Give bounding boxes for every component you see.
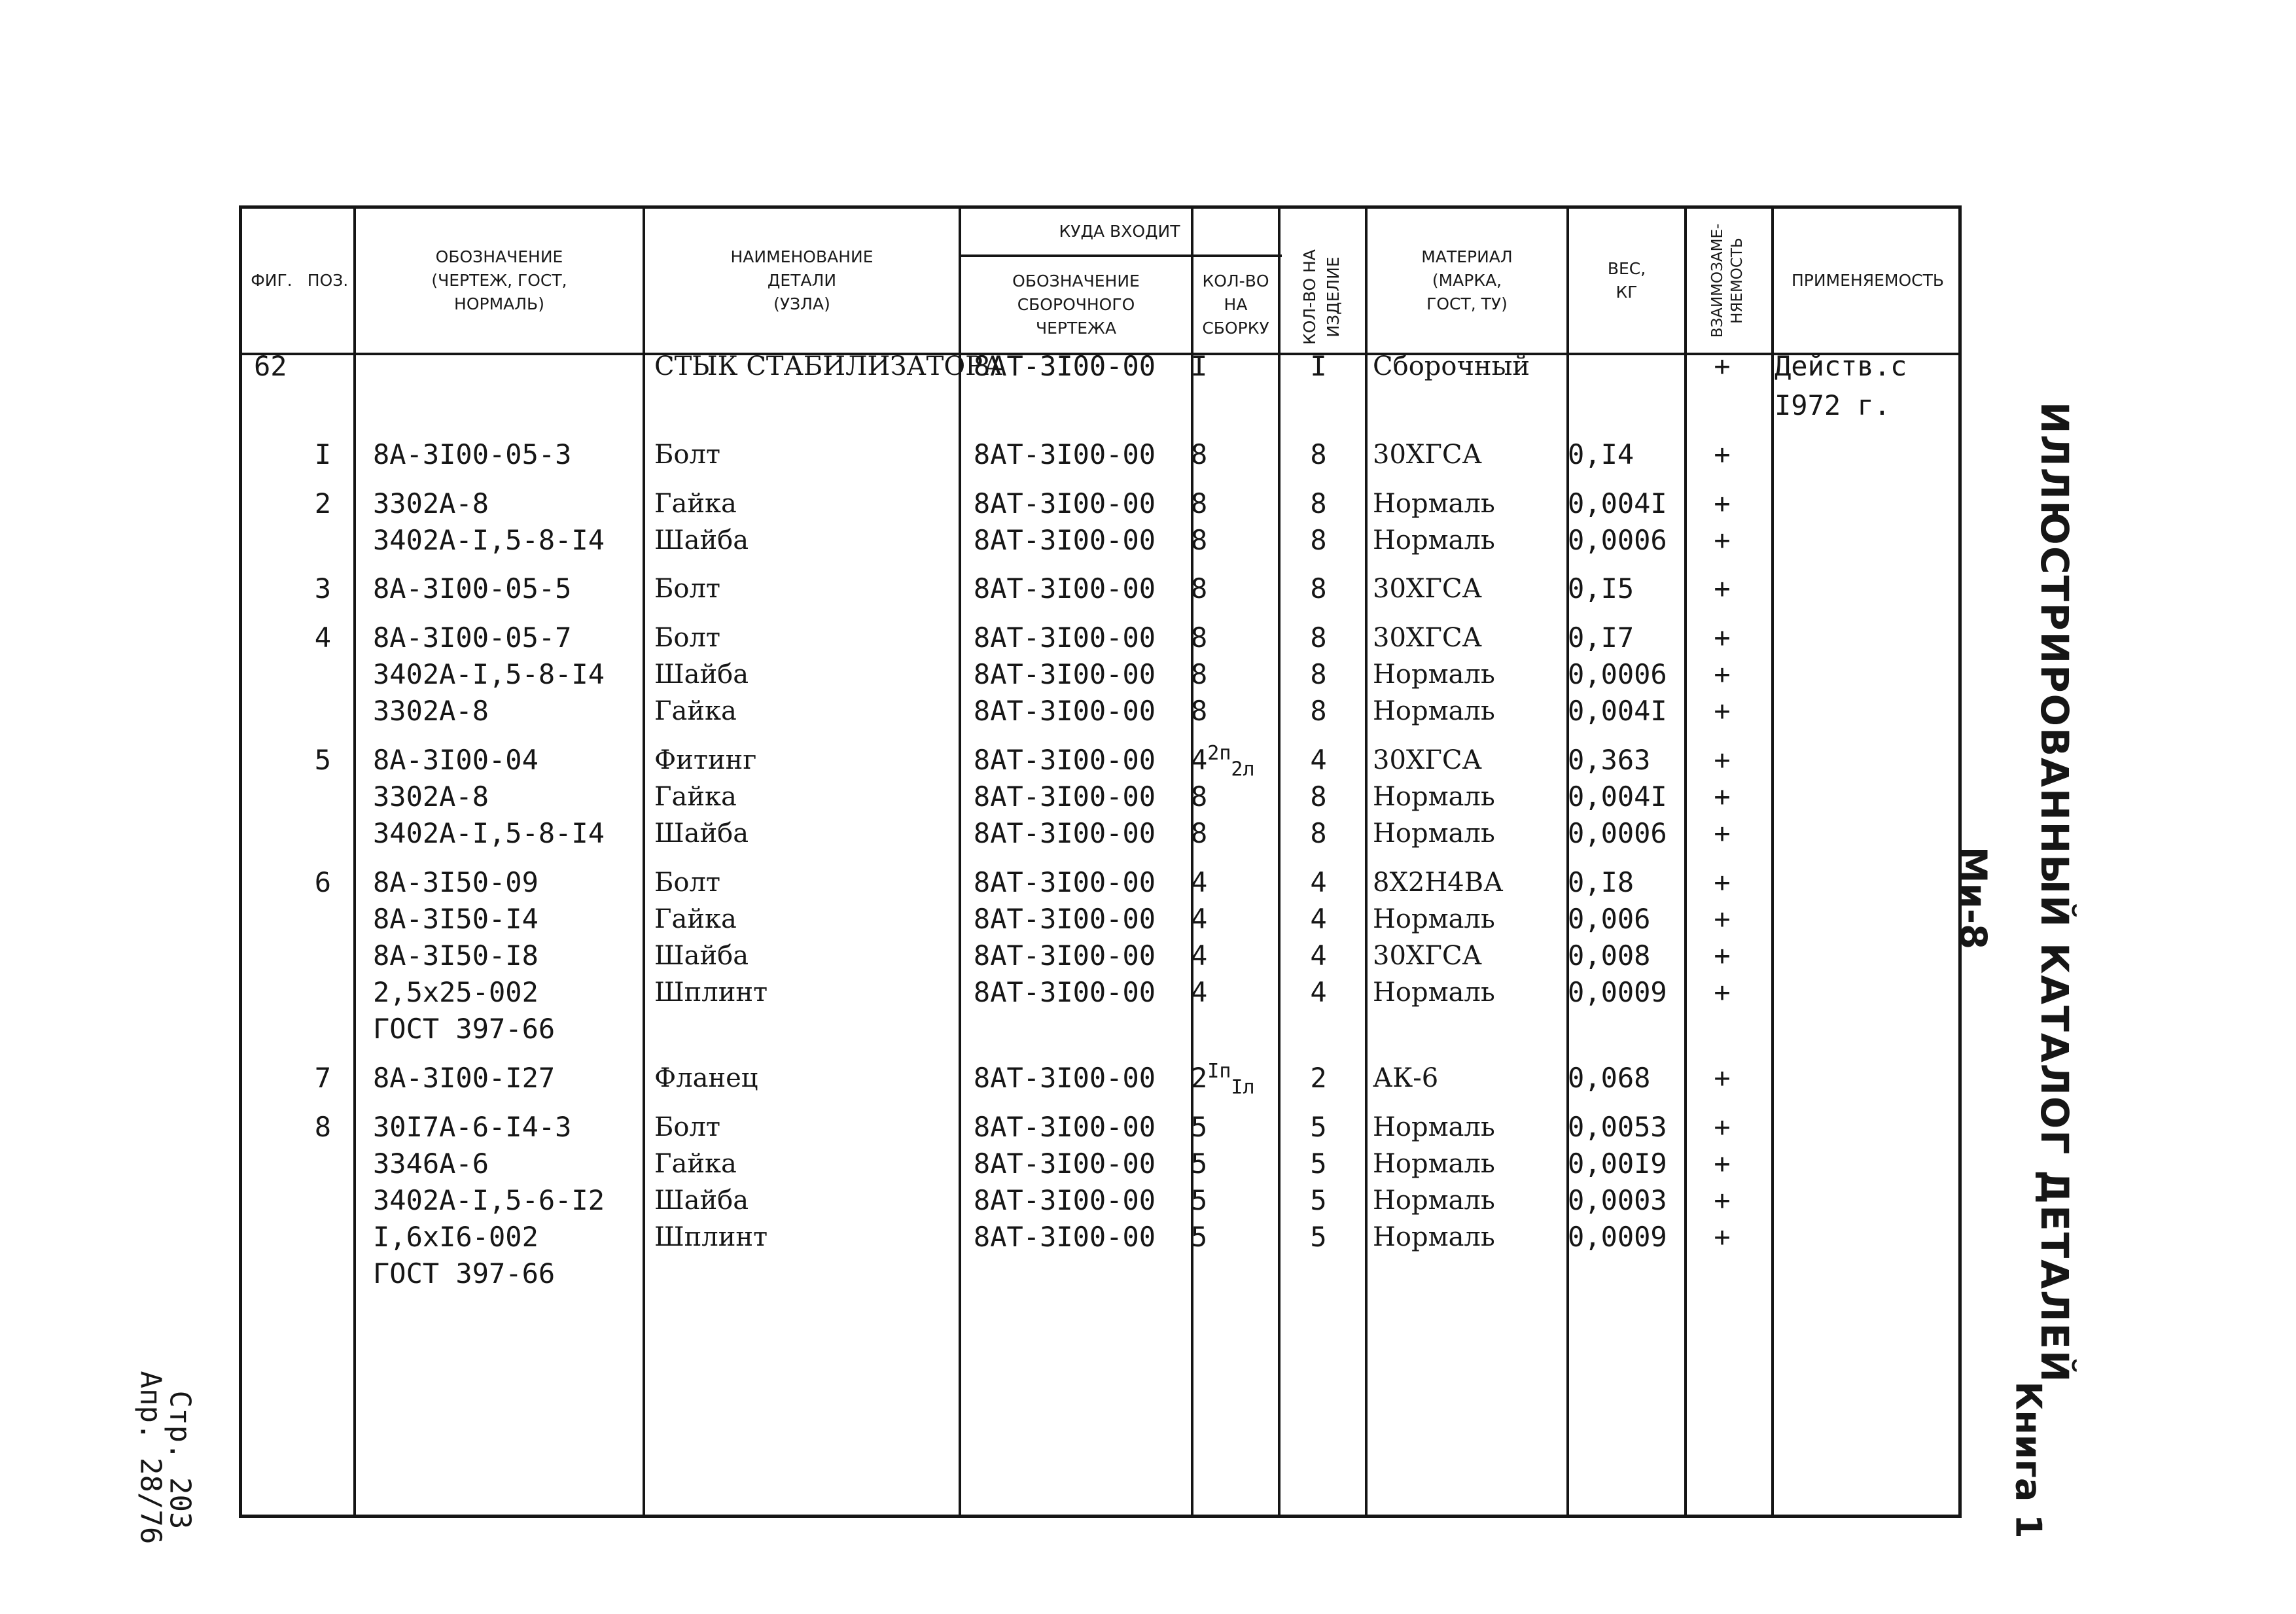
cell-des: I,6хI6-002 <box>373 1221 539 1253</box>
cell-des: 3402А-I,5-6-I2 <box>373 1184 605 1216</box>
cell-name: Шайба <box>654 941 749 971</box>
cell-x: + <box>1714 438 1731 470</box>
cell-des: 30I7А-6-I4-3 <box>373 1111 572 1143</box>
cell-qp: 8 <box>1310 817 1327 849</box>
qty-right-superscript: 2п <box>1207 742 1231 765</box>
cell-mat: Нормаль <box>1373 1222 1495 1252</box>
cell-qp: 4 <box>1310 976 1327 1008</box>
cell-qp: 8 <box>1310 658 1327 690</box>
cell-x: + <box>1714 781 1731 813</box>
cell-name: Болт <box>654 1112 721 1142</box>
cell-x: + <box>1714 622 1731 654</box>
cell-qp: 8 <box>1310 487 1327 519</box>
cell-w: 0,004I <box>1568 781 1667 813</box>
cell-qp: 8 <box>1310 524 1327 556</box>
cell-x: + <box>1714 572 1731 605</box>
cell-qa: 8 <box>1191 622 1208 654</box>
cell-des: 3346А-6 <box>373 1148 489 1180</box>
cell-mat: Нормаль <box>1373 1149 1495 1179</box>
model-title: Ми-8 <box>1951 846 1994 950</box>
header-pos: ПОЗ. <box>307 271 349 290</box>
cell-mat: Нормаль <box>1373 782 1495 812</box>
cell-qa: 8 <box>1191 658 1208 690</box>
cell-asm: 8АТ-3I00-00 <box>973 695 1156 727</box>
cell-name: Гайка <box>654 696 737 726</box>
cell-des: 8А-3I00-04 <box>373 744 539 776</box>
cell-x: + <box>1714 1184 1731 1216</box>
cell-w: 0,0006 <box>1568 658 1667 690</box>
cell-des: 8А-3I00-05-3 <box>373 438 572 470</box>
cell-mat: 30ХГСА <box>1373 623 1482 653</box>
cell-mat: Нормаль <box>1373 1112 1495 1142</box>
revision-date: Апр. 28/76 <box>133 1371 168 1545</box>
cell-qa: 5 <box>1191 1184 1208 1216</box>
cell-asm: 8АТ-3I00-00 <box>973 817 1156 849</box>
cell-name: Фланец <box>654 1063 758 1093</box>
cell-asm: 8АТ-3I00-00 <box>973 1111 1156 1143</box>
cell-asm: 8АТ-3I00-00 <box>973 976 1156 1008</box>
header-assembly-drawing: ОБОЗНАЧЕНИЕ СБОРОЧНОГО ЧЕРТЕЖА <box>1012 272 1140 338</box>
cell-asm: 8АТ-3I00-00 <box>973 1062 1156 1094</box>
cell-des: 3402А-I,5-8-I4 <box>373 524 605 556</box>
cell-des: 8А-3I00-I27 <box>373 1062 556 1094</box>
cell-asm: 8АТ-3I00-00 <box>973 487 1156 519</box>
cell-x: + <box>1714 1148 1731 1180</box>
header-material: МАТЕРИАЛ (МАРКА, ГОСТ, ТУ) <box>1421 247 1513 313</box>
cell-name: Болт <box>654 440 721 470</box>
cell-mat: Нормаль <box>1373 489 1495 519</box>
cell-qp: 8 <box>1310 438 1327 470</box>
cell-mat: Нормаль <box>1373 659 1495 690</box>
cell-mat: Нормаль <box>1373 818 1495 849</box>
cell-qa: 5 <box>1191 1221 1208 1253</box>
cell-mat: Сборочный <box>1373 351 1530 381</box>
cell-mat: 30ХГСА <box>1373 574 1482 604</box>
cell-mat: Нормаль <box>1373 977 1495 1008</box>
cell-w: 0,363 <box>1568 744 1651 776</box>
cell-x: + <box>1714 350 1731 382</box>
figure-number: 62 <box>254 350 287 382</box>
cell-asm: 8АТ-3I00-00 <box>973 781 1156 813</box>
cell-asm: 8АТ-3I00-00 <box>973 1184 1156 1216</box>
cell-pos: I <box>314 438 331 470</box>
cell-w: 0,I4 <box>1568 438 1634 470</box>
cell-w: 0,0003 <box>1568 1184 1667 1216</box>
cell-des: ГОСТ 397-66 <box>373 1257 556 1289</box>
cell-name: Гайка <box>654 904 737 934</box>
cell-des: 8А-3I00-05-7 <box>373 622 572 654</box>
cell-qa: 4 <box>1191 939 1208 972</box>
cell-name: Гайка <box>654 782 737 812</box>
cell-mat: 30ХГСА <box>1373 941 1482 971</box>
cell-w: 0,0009 <box>1568 976 1667 1008</box>
cell-name: Болт <box>654 623 721 653</box>
cell-w: 0,I7 <box>1568 622 1634 654</box>
cell-x: + <box>1714 817 1731 849</box>
cell-qp: 8 <box>1310 622 1327 654</box>
page-number: Стр. 203 <box>163 1390 197 1530</box>
cell-des: 3302А-8 <box>373 781 489 813</box>
cell-x: + <box>1714 866 1731 898</box>
cell-w: 0,I8 <box>1568 866 1634 898</box>
header-weight: ВЕС, КГ <box>1607 259 1646 302</box>
cell-qp: 2 <box>1310 1062 1327 1094</box>
cell-des: 2,5х25-002 <box>373 976 539 1008</box>
cell-w: 0,0053 <box>1568 1111 1667 1143</box>
cell-pos: 3 <box>314 572 331 605</box>
cell-qp: 4 <box>1310 866 1327 898</box>
cell-w: 0,0009 <box>1568 1221 1667 1253</box>
cell-name: Гайка <box>654 489 737 519</box>
book-label: Книга 1 <box>2007 1381 2049 1539</box>
cell-name: СТЫК СТАБИЛИЗАТОРА <box>654 351 1003 381</box>
cell-w: 0,004I <box>1568 487 1667 519</box>
cell-qa: 8 <box>1191 817 1208 849</box>
cell-x: + <box>1714 1221 1731 1253</box>
cell-w: 0,0006 <box>1568 817 1667 849</box>
cell-asm: 8АТ-3I00-00 <box>973 572 1156 605</box>
cell-name: Гайка <box>654 1149 737 1179</box>
cell-name: Шайба <box>654 818 749 849</box>
cell-qa: 5 <box>1191 1111 1208 1143</box>
cell-w: 0,I5 <box>1568 572 1634 605</box>
column-rule <box>353 209 356 1515</box>
cell-mat: 30ХГСА <box>1373 440 1482 470</box>
cell-asm: 8АТ-3I00-00 <box>973 658 1156 690</box>
cell-w: 0,00I9 <box>1568 1148 1667 1180</box>
cell-asm: 8АТ-3I00-00 <box>973 744 1156 776</box>
qty-left-subscript: 2л <box>1231 758 1255 781</box>
column-rule <box>1566 209 1569 1515</box>
header-where-used: КУДА ВХОДИТ <box>1059 222 1180 241</box>
cell-name: Шплинт <box>654 1222 768 1252</box>
cell-qa: 8 <box>1191 572 1208 605</box>
cell-asm: 8АТ-3I00-00 <box>973 524 1156 556</box>
header-fig: ФИГ. <box>251 271 292 290</box>
cell-asm: 8АТ-3I00-00 <box>973 939 1156 972</box>
cell-pos: 7 <box>314 1062 331 1094</box>
header-interchange: ВЗАИМОЗАМЕ- НЯЕМОСТЬ <box>1709 223 1746 338</box>
cell-asm: 8АТ-3I00-00 <box>973 1148 1156 1180</box>
cell-mat: Нормаль <box>1373 904 1495 934</box>
cell-mat: 30ХГСА <box>1373 745 1482 775</box>
cell-pos: 4 <box>314 622 331 654</box>
cell-qa: 8 <box>1191 524 1208 556</box>
cell-qa: 4 <box>1191 976 1208 1008</box>
cell-x: + <box>1714 1111 1731 1143</box>
cell-mat: Нормаль <box>1373 696 1495 726</box>
cell-x: + <box>1714 744 1731 776</box>
cell-qp: 5 <box>1310 1111 1327 1143</box>
cell-app: Действ.с <box>1775 350 1907 382</box>
cell-name: Болт <box>654 574 721 604</box>
qty-right-superscript: Iп <box>1207 1060 1231 1083</box>
cell-w: 0,068 <box>1568 1062 1651 1094</box>
cell-qp: 4 <box>1310 903 1327 935</box>
cell-name: Шплинт <box>654 977 768 1008</box>
cell-des: ГОСТ 397-66 <box>373 1013 556 1045</box>
column-rule <box>1278 209 1280 1515</box>
cell-des: 3302А-8 <box>373 695 489 727</box>
cell-mat: Нормаль <box>1373 525 1495 555</box>
cell-app: I972 г. <box>1775 389 1891 421</box>
column-rule <box>1771 209 1774 1515</box>
qty-left-subscript: Iл <box>1231 1076 1255 1099</box>
cell-qa: $4^{2п}_{2л}$ <box>1191 742 1255 781</box>
cell-w: 0,0006 <box>1568 524 1667 556</box>
cell-qp: 5 <box>1310 1221 1327 1253</box>
cell-des: 3402А-I,5-8-I4 <box>373 658 605 690</box>
cell-x: + <box>1714 524 1731 556</box>
cell-asm: 8АТ-3I00-00 <box>973 350 1156 382</box>
cell-qp: 5 <box>1310 1184 1327 1216</box>
cell-x: + <box>1714 658 1731 690</box>
cell-w: 0,008 <box>1568 939 1651 972</box>
cell-name: Шайба <box>654 525 749 555</box>
cell-w: 0,004I <box>1568 695 1667 727</box>
cell-x: + <box>1714 903 1731 935</box>
cell-w: 0,006 <box>1568 903 1651 935</box>
column-rule <box>959 209 961 1515</box>
column-rule <box>1191 209 1193 1515</box>
cell-pos: 6 <box>314 866 331 898</box>
cell-qa: 8 <box>1191 695 1208 727</box>
cell-asm: 8АТ-3I00-00 <box>973 866 1156 898</box>
cell-x: + <box>1714 487 1731 519</box>
cell-des: 8А-3I50-09 <box>373 866 539 898</box>
cell-x: + <box>1714 976 1731 1008</box>
cell-qa: I <box>1191 350 1208 382</box>
cell-qa: 4 <box>1191 903 1208 935</box>
cell-qp: 4 <box>1310 939 1327 972</box>
cell-asm: 8АТ-3I00-00 <box>973 1221 1156 1253</box>
header-qty-product: КОЛ-ВО НА ИЗДЕЛИЕ <box>1300 249 1343 345</box>
cell-des: 8А-3I50-I8 <box>373 939 539 972</box>
cell-qa: 4 <box>1191 866 1208 898</box>
column-rule <box>643 209 645 1515</box>
cell-x: + <box>1714 1062 1731 1094</box>
cell-pos: 2 <box>314 487 331 519</box>
cell-qp: 4 <box>1310 744 1327 776</box>
column-rule <box>1684 209 1687 1515</box>
cell-qa: 8 <box>1191 487 1208 519</box>
cell-des: 3302А-8 <box>373 487 489 519</box>
cell-mat: Нормаль <box>1373 1185 1495 1216</box>
cell-qa: 8 <box>1191 438 1208 470</box>
cell-mat: АК-6 <box>1373 1063 1439 1093</box>
parts-catalog-table <box>239 205 1962 1518</box>
cell-name: Фитинг <box>654 745 757 775</box>
cell-x: + <box>1714 695 1731 727</box>
cell-qa: 5 <box>1191 1148 1208 1180</box>
cell-asm: 8АТ-3I00-00 <box>973 622 1156 654</box>
cell-name: Болт <box>654 868 721 898</box>
cell-qp: 5 <box>1310 1148 1327 1180</box>
cell-qa: 8 <box>1191 781 1208 813</box>
cell-name: Шайба <box>654 1185 749 1216</box>
header-qty-assembly: КОЛ-ВО НА СБОРКУ <box>1202 272 1269 338</box>
header-name: НАИМЕНОВАНИЕ ДЕТАЛИ (УЗЛА) <box>730 247 874 313</box>
catalog-title: ИЛЛЮСТРИРОВАННЫЙ КАТАЛОГ ДЕТАЛЕЙ <box>2032 402 2077 1384</box>
header-designation: ОБОЗНАЧЕНИЕ (ЧЕРТЕЖ, ГОСТ, НОРМАЛЬ) <box>431 247 567 313</box>
header-applicability: ПРИМЕНЯЕМОСТЬ <box>1791 271 1945 290</box>
cell-des: 3402А-I,5-8-I4 <box>373 817 605 849</box>
cell-asm: 8АТ-3I00-00 <box>973 903 1156 935</box>
cell-x: + <box>1714 939 1731 972</box>
cell-qp: 8 <box>1310 695 1327 727</box>
cell-pos: 8 <box>314 1111 331 1143</box>
cell-name: Шайба <box>654 659 749 690</box>
cell-qp: 8 <box>1310 572 1327 605</box>
cell-qa: $2^{Iп}_{Iл}$ <box>1191 1060 1255 1099</box>
cell-qp: 8 <box>1310 781 1327 813</box>
cell-asm: 8АТ-3I00-00 <box>973 438 1156 470</box>
column-rule <box>1365 209 1368 1515</box>
cell-qp: I <box>1310 350 1327 382</box>
cell-des: 8А-3I00-05-5 <box>373 572 572 605</box>
cell-pos: 5 <box>314 744 331 776</box>
cell-mat: 8Х2Н4ВА <box>1373 868 1504 898</box>
cell-des: 8А-3I50-I4 <box>373 903 539 935</box>
